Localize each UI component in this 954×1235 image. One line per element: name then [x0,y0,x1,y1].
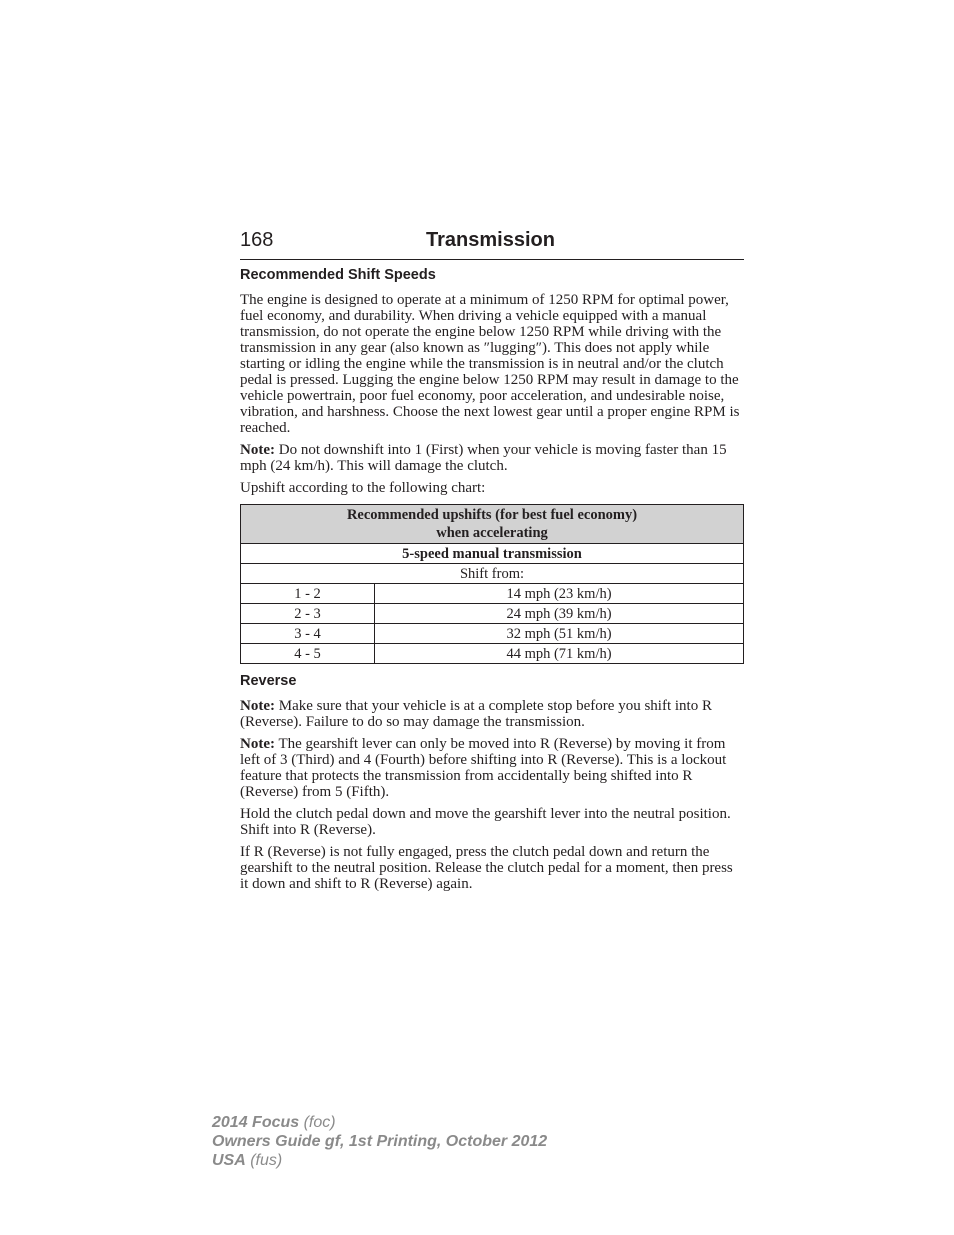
reverse-note-2 [240,736,744,800]
reverse-paragraph-1: Hold the clutch pedal down and move the gearshift lever into the neutral position. Shift into R (Reverse). [240,806,731,838]
table-row [241,584,744,604]
document-footer [212,1113,547,1170]
table-subtitle: 5-speed manual transmission [241,544,744,564]
gear-cell: 1 - 2 [241,584,375,604]
table-row [241,604,744,624]
footer-region-code: (fus) [245,1152,283,1169]
footer-line-2: Owners Guide gf, 1st Printing, October 2012 [212,1133,548,1150]
table-title-line1: Recommended upshifts (for best fuel economy) [346,507,638,523]
speed-cell: 14 mph (23 km/h) [375,584,744,604]
footer-line-1 [212,1113,547,1132]
heading-recommended-shift-speeds: Recommended Shift Speeds [240,267,436,283]
footer-region: USA [212,1152,246,1169]
footer-model: 2014 Focus [212,1114,300,1131]
note-label: Note: [240,736,275,752]
footer-model-code: (foc) [299,1114,336,1131]
downshift-note [240,442,744,474]
speed-cell: 32 mph (51 km/h) [375,624,744,644]
shift-speeds-paragraph: The engine is designed to operate at a minimum of 1250 RPM for optimal power, fuel economy, and durability. When driving a vehicle equipped with a manual transmission, do not operate the engine below 1250 RPM while driving with the transmission in any gear (also known as ″lugging″). This does not apply while starting or idling the engine while the transmission is in neutral and/or the clutch pedal is pressed. Lugging the engine below 1250 RPM may result in damage to the vehicle powertrain, poor fuel economy, poor acceleration, and undesirable noise, vibration, and harshness. Choose the next lowest gear until a proper engine RPM is reached. [240,292,740,436]
gear-cell: 2 - 3 [241,604,375,624]
reverse-note-1 [240,698,744,730]
section-title: Transmission [426,229,555,251]
note-text: Make sure that your vehicle is at a complete stop before you shift into R (Reverse). Failure to do so may damage the transmission. [240,698,712,730]
table-row [241,624,744,644]
note-text: Do not downshift into 1 (First) when your vehicle is moving faster than 15 mph (24 km/h). This will damage the clutch. [240,442,727,474]
table-title-line2: when accelerating [436,525,548,541]
gear-cell: 3 - 4 [241,624,375,644]
page-header [240,229,744,260]
table-title [241,505,744,544]
note-label: Note: [240,442,275,458]
chart-intro: Upshift according to the following chart: [240,480,486,496]
speed-cell: 44 mph (71 km/h) [375,644,744,664]
note-text: The gearshift lever can only be moved into R (Reverse) by moving it from left of 3 (Third) and 4 (Fourth) before shifting into R (Reverse). This is a lockout feature that protects the transmission from accidentally being shifted into R (Reverse) from 5 (Fifth). [240,736,727,800]
shift-from-label: Shift from: [241,564,744,584]
heading-reverse: Reverse [240,673,297,689]
upshift-table [240,504,744,664]
speed-cell: 24 mph (39 km/h) [375,604,744,624]
page-number: 168 [240,229,274,251]
table-row [241,644,744,664]
gear-cell: 4 - 5 [241,644,375,664]
note-label: Note: [240,698,275,714]
page-content [240,266,744,898]
reverse-paragraph-2: If R (Reverse) is not fully engaged, press the clutch pedal down and return the gearshift to the neutral position. Release the clutch pedal for a moment, then press it down and shift to R (Reverse) again. [240,844,733,892]
footer-line-3 [212,1151,547,1170]
